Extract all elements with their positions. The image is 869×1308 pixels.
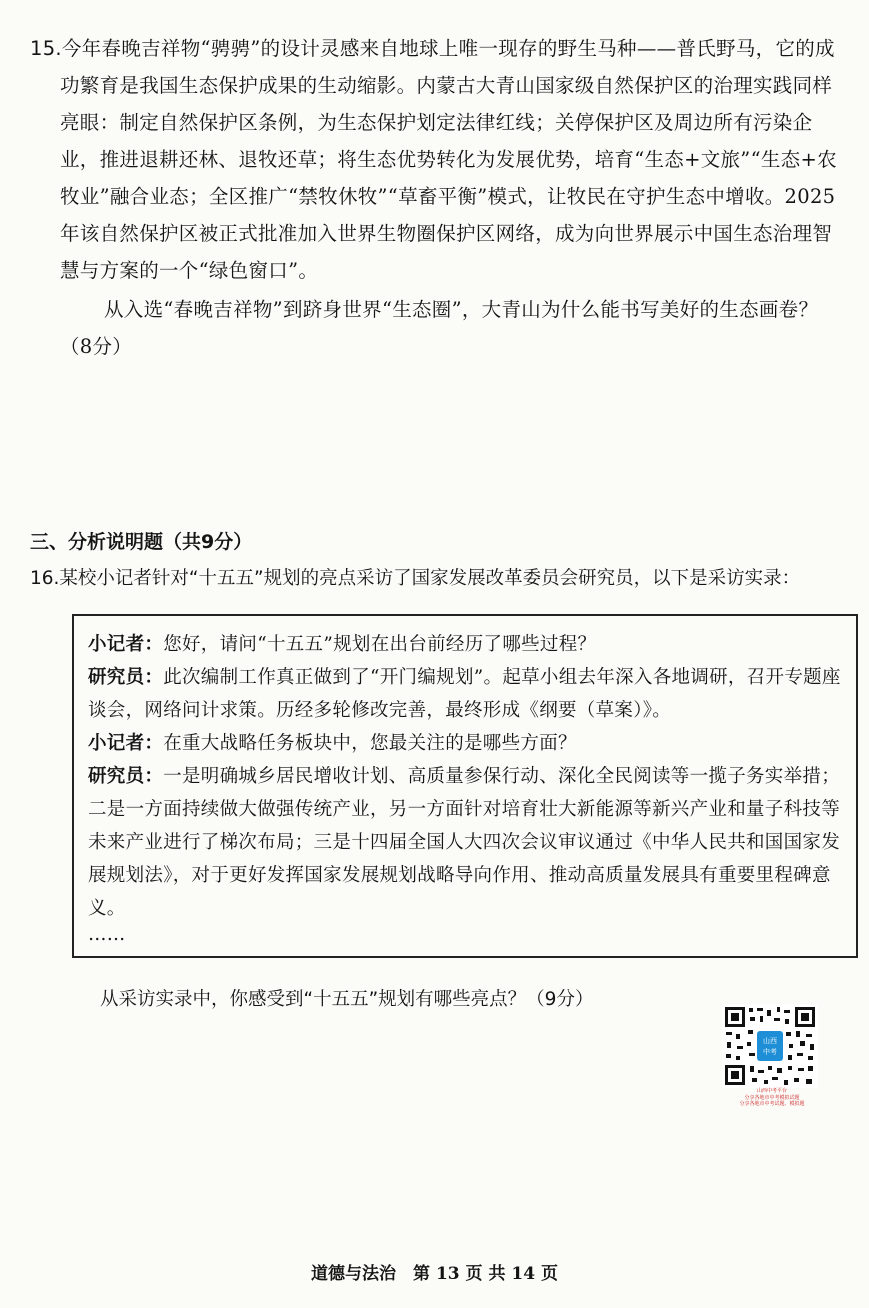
qr-logo-text-top: 山西 <box>763 1037 777 1045</box>
speaker-label: 小记者： <box>88 733 164 754</box>
dialogue-line <box>88 760 844 925</box>
qr-code[interactable] <box>722 1004 818 1088</box>
dialogue-text: 此次编制工作真正做到了“开门编规划”。起草小组去年深入各地调研，召开专题座谈会，网络问计求策。历经多轮修改完善，最终形成《纲要（草案）》。 <box>88 667 841 721</box>
question-15-body: 15.今年春晚吉祥物“骋骋”的设计灵感来自地球上唯一现存的野生马种——普氏野马，它的成功繁育是我国生态保护成果的生动缩影。内蒙古大青山国家级自然保护区的治理实践同样亮眼：制定自然保护区条例，为生态保护划定法律红线；关停保护区及周边所有污染企业，推进退耕还林、退牧还草；将生态优势转化为发展优势，培育“生态+文旅”“生态+农牧业”融合业态；全区推广“禁牧休牧”“草畜平衡”模式，让牧民在守护生态中增收。2025年该自然保护区被正式批准加入世界生物圈保护区网络，成为向世界展示中国生态治理智慧与方案的一个“绿色窗口”。 <box>30 37 837 282</box>
section-3-heading: 三、分析说明题（共9分） <box>30 531 253 553</box>
question-15-prompt: 从入选“春晚吉祥物”到跻身世界“生态圈”，大青山为什么能书写美好的生态画卷？（8分） <box>60 298 819 358</box>
question-15-number: 15. <box>30 37 62 60</box>
dialogue-line <box>88 727 844 760</box>
qr-caption-line: 山西中考平台 <box>756 1088 787 1094</box>
dialogue-text: 一是明确城乡居民增收计划、高质量参保行动、深化全民阅读等一揽子务实举措；二是一方面持续做大做强传统产业，另一方面针对培育壮大新能源等新兴产业和量子科技等未来产业进行了梯次布局；三是十四届全国人大四次会议审议通过《中华人民共和国国家发展规划法》，对于更好发挥国家发展规划战略导向作用、推动高质量发展具有重要里程碑意义。 <box>88 766 841 919</box>
dialogue-text: 您好，请问“十五五”规划在出台前经历了哪些过程？ <box>163 634 597 655</box>
qr-caption-line: 分享各地市中考试题、模拟题 <box>739 1101 805 1107</box>
speaker-label: 研究员： <box>88 766 164 787</box>
qr-logo-text-bottom: 中考 <box>763 1048 777 1056</box>
speaker-label: 研究员： <box>88 667 164 688</box>
interview-transcript-box <box>72 614 858 958</box>
dialogue-line <box>88 628 844 661</box>
question-16-intro: 16.某校小记者针对“十五五”规划的亮点采访了国家发展改革委员会研究员，以下是采访实录： <box>30 568 801 589</box>
page-footer: 道德与法治 第 13 页 共 14 页 <box>311 1264 558 1284</box>
dialogue-line <box>88 661 844 727</box>
question-15 <box>30 30 840 365</box>
speaker-label: 小记者： <box>88 634 164 655</box>
dialogue-text: 在重大战略任务板块中，您最关注的是哪些方面？ <box>163 733 577 754</box>
question-16-prompt: 从采访实录中，你感受到“十五五”规划有哪些亮点？（9分） <box>100 989 594 1010</box>
transcript-ellipsis: …… <box>88 924 126 945</box>
qr-caption <box>722 1088 822 1108</box>
qr-caption-line: 分享各地市中考模拟试题 <box>744 1094 800 1101</box>
